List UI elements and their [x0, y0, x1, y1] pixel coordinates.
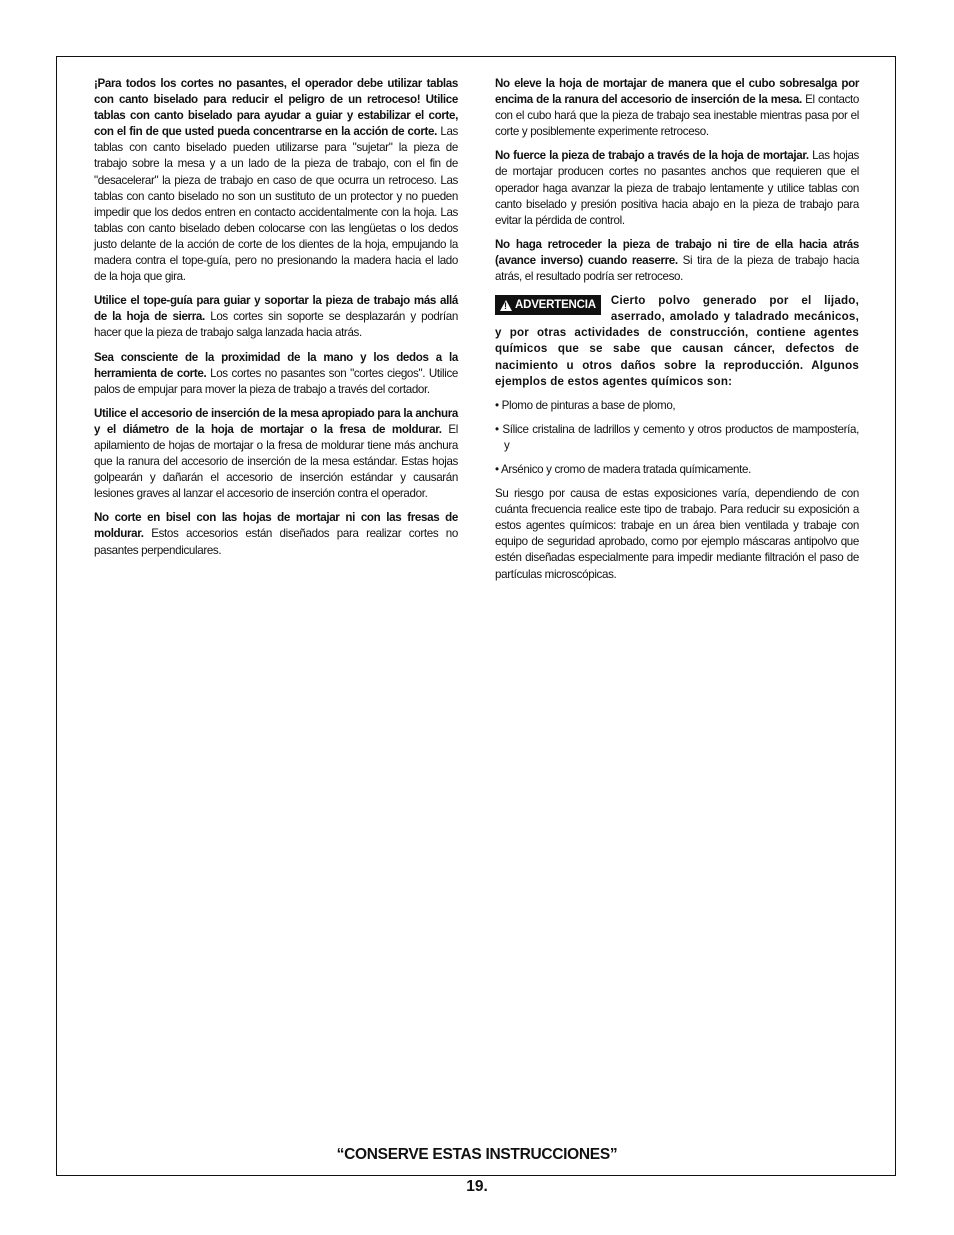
warning-badge [495, 295, 601, 315]
paragraph-body: Si tira de la pieza de trabajo hacia atrás, el resultado podría ser retroceso. [495, 253, 859, 284]
list-item: • Sílice cristalina de ladrillos y cemento y otros productos de mampostería, y [495, 422, 859, 452]
paragraph-body: Los cortes no pasantes son "cortes ciegos". Utilice palos de empujar para mover la pieza de trabajo a través del cortador. [94, 366, 458, 396]
right-column [495, 76, 859, 591]
paragraph-lead: Utilice el accesorio de inserción de la mesa apropiado para la anchura y el diámetro de la hoja de mortajar o la fresa de moldurar. [94, 406, 458, 436]
paragraph-lead: Sea consciente de la proximidad de la mano y los dedos a la herramienta de corte. [94, 350, 458, 380]
paragraph-body: El contacto con el cubo hará que la pieza de trabajo sea inestable mientras pasa por el corte y posiblemente experimente retroceso. [495, 93, 859, 139]
paragraph-rip-fence [94, 293, 458, 341]
list-item: • Arsénico y cromo de madera tratada químicamente. [495, 462, 751, 476]
left-column [94, 76, 458, 567]
paragraph-hub-height [495, 76, 859, 140]
paragraph-lead: No eleve la hoja de mortajar de manera que el cubo sobresalga por encima de la ranura del accesorio de inserción de la mesa. [495, 77, 859, 107]
paragraph-no-back-feed [495, 237, 859, 285]
paragraph-body: Las tablas con canto biselado pueden utilizarse para "sujetar" la pieza de trabajo sobre la mesa y a un lado de la pieza de trabajo, con el fin de "desacelerar" la pieza de trabajo en caso de que ocurra un retroceso. Las tablas con canto biselado no son un sustituto de un protector y no pueden impedir que los dedos entren en contacto accidentalmente con la hoja. Las tablas con canto biselado deben colocarse con las lengüetas o los dedos justo delante de la acción de corte de los dientes de la hoja, empujando la madera contra el tope-guía, pero no presionando la madera hacia el lado de la hoja que gira. [94, 125, 458, 284]
paragraph-exposure: Su riesgo por causa de estas exposiciones varía, dependiendo de con cuánta frecuencia realice este tipo de trabajo. Para reducir su exposición a estos agentes químicos: trabaje en un área bien ventilada y trabaje con equipo de seguridad aprobado, como por ejemplo máscaras antipolvo que estén diseñadas especialmente para impedir mediante filtración el paso de partículas microscópicas. [495, 487, 859, 581]
paragraph-body: Estos accesorios están diseñados para realizar cortes no pasantes perpendiculares. [94, 527, 458, 557]
page-number: 19. [466, 1178, 488, 1195]
footer-title: “CONSERVE ESTAS INSTRUCCIONES” [336, 1146, 618, 1163]
warning-text: Cierto polvo generado por el lijado, aserrado, amolado y taladrado mecánicos, y por otras actividades de construcción, contiene agentes químicos que se sabe que causan cáncer, defectos de nacimiento u otros daños sobre la reproducción. Algunos ejemplos de estos agentes químicos son: [495, 294, 859, 388]
paragraph-lead: No haga retroceder la pieza de trabajo ni tire de ella hacia atrás (avance inverso) cuando reaserre. [495, 237, 859, 267]
paragraph-lead: No corte en bisel con las hojas de mortajar ni con las fresas de moldurar. [94, 511, 458, 541]
warning-badge-label: ADVERTENCIA [515, 299, 596, 312]
list-item-text: Arsénico y cromo de madera tratada químicamente. [500, 462, 751, 476]
paragraph-no-bevel [94, 510, 458, 558]
paragraph-table-insert [94, 406, 458, 503]
warning-block [495, 293, 859, 390]
list-item-text: Plomo de pinturas a base de plomo, [501, 398, 676, 412]
paragraph-no-force [495, 148, 859, 228]
paragraph-lead: Utilice el tope-guía para guiar y soportar la pieza de trabajo más allá de la hoja de sierra. [94, 294, 458, 324]
list-item: • Plomo de pinturas a base de plomo, [495, 398, 676, 412]
paragraph-body: Los cortes sin soporte se desplazarán y podrían hacer que la pieza de trabajo salga lanzada hacia atrás. [94, 310, 458, 340]
paragraph-lead: No fuerce la pieza de trabajo a través de la hoja de mortajar. [495, 149, 809, 163]
paragraph-body: Las hojas de mortajar producen cortes no pasantes anchos que requieren que el operador haga avanzar la pieza de trabajo lentamente y utilice tablas con canto biselado y presión positiva hacia abajo en la pieza de trabajo para evitar la pérdida de control. [495, 149, 860, 227]
list-item-text: Sílice cristalina de ladrillos y cemento y otros productos de mampostería, y [502, 422, 859, 452]
paragraph-hand-proximity [94, 350, 458, 398]
paragraph-lead: ¡Para todos los cortes no pasantes, el operador debe utilizar tablas con canto biselado para reducir el peligro de un retroceso! Utilice tablas con canto biselado para ayudar a guiar y estabilizar el corte, con el fin de que usted pueda concentrarse en la acción de corte. [94, 77, 458, 139]
warning-triangle-icon [500, 300, 512, 311]
paragraph-body: El apilamiento de hojas de mortajar o la fresa de moldurar tiene más anchura que la ranura del accesorio de inserción de la mesa estándar. Estas hojas golpearán y dañarán el accesorio de inserción estándar y causarán lesiones graves al lanzar el accesorio de inserción contra el operador. [94, 422, 458, 501]
paragraph-featherboards [94, 76, 458, 285]
